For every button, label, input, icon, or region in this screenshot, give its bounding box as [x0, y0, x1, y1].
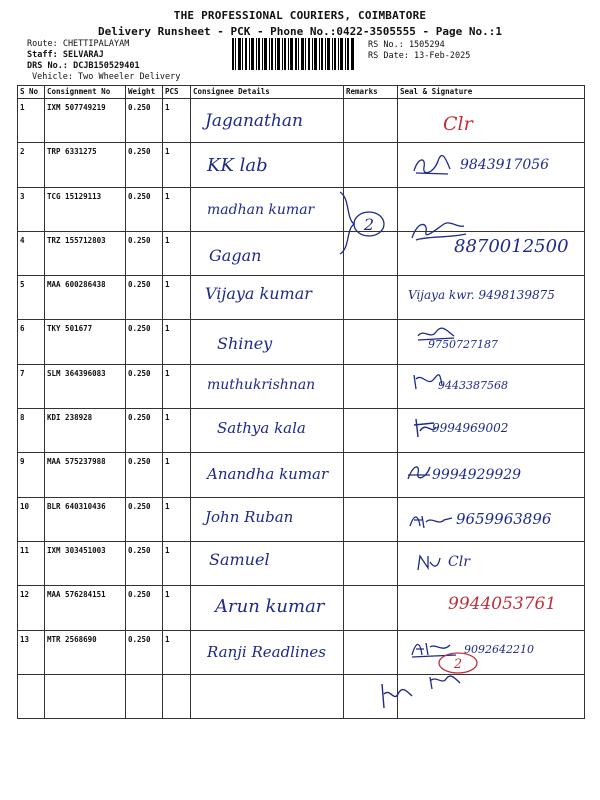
cell-signature [398, 541, 585, 585]
col-consignee: Consignee Details [191, 86, 344, 99]
cell-sno: 13 [18, 630, 45, 674]
signature-handwriting: 9443387568 [438, 378, 508, 392]
cell-sno: 4 [18, 231, 45, 275]
runsheet-table [17, 85, 585, 719]
bracket-annotation [336, 188, 396, 258]
cell-consignment: TKY 501677 [45, 320, 126, 364]
cell-sno: 9 [18, 453, 45, 497]
bottom-circle-annotation [436, 650, 480, 676]
cell-consignment: MAA 576284151 [45, 586, 126, 630]
cell-pcs: 1 [163, 541, 191, 585]
cell-remarks [344, 497, 398, 541]
cell-pcs: 1 [163, 630, 191, 674]
cell-remarks [344, 453, 398, 497]
consignee-handwriting: Ranji Readlines [207, 642, 327, 661]
cell-consignment: BLR 640310436 [45, 497, 126, 541]
cell-weight: 0.250 [126, 586, 163, 630]
route-text: Route: CHETTIPALAYAM [27, 39, 130, 49]
cell-sno: 12 [18, 586, 45, 630]
cell-consignee [191, 453, 344, 497]
cell-weight: 0.250 [126, 320, 163, 364]
table-row [18, 320, 585, 364]
cell-signature [398, 453, 585, 497]
col-signature: Seal & Signature [398, 86, 585, 99]
cell-consignee [191, 674, 344, 718]
signature-handwriting: Clr [448, 553, 470, 570]
cell-weight: 0.250 [126, 143, 163, 187]
signature-handwriting: 9092642210 [464, 642, 534, 656]
table-row [18, 453, 585, 497]
cell-sno: 8 [18, 409, 45, 453]
cell-signature [398, 586, 585, 630]
cell-consignment: KDI 238928 [45, 409, 126, 453]
cell-consignee [191, 586, 344, 630]
consignee-handwriting: Arun kumar [215, 596, 325, 618]
page-subtitle: Delivery Runsheet - PCK - Phone No.:0422-3505555 - Page No.:1 [98, 25, 502, 38]
cell-consignment: IXM 507749219 [45, 99, 126, 143]
consignee-handwriting: John Ruban [205, 507, 294, 526]
signature-handwriting: 9944053761 [448, 594, 557, 615]
table-row [18, 99, 585, 143]
consignee-handwriting: muthukrishnan [207, 376, 316, 393]
cell-pcs: 1 [163, 364, 191, 408]
cell-consignee [191, 276, 344, 320]
cell-signature [398, 99, 585, 143]
cell-pcs: 1 [163, 453, 191, 497]
cell-pcs: 1 [163, 231, 191, 275]
col-sno: S No [18, 86, 45, 99]
cell-remarks [344, 99, 398, 143]
consignee-handwriting: Samuel [209, 549, 270, 569]
cell-consignment: MAA 600286438 [45, 276, 126, 320]
cell-remarks [344, 364, 398, 408]
consignee-handwriting: Gagan [209, 245, 262, 265]
cell-sno: 5 [18, 276, 45, 320]
cell-pcs: 1 [163, 586, 191, 630]
vehicle-text: Vehicle: Two Wheeler Delivery [32, 72, 181, 82]
consignee-handwriting: madhan kumar [207, 201, 315, 218]
cell-remarks [344, 320, 398, 364]
consignee-handwriting: Sathya kala [217, 419, 306, 438]
barcode [232, 38, 354, 70]
cell-weight: 0.250 [126, 453, 163, 497]
cell-pcs: 1 [163, 143, 191, 187]
cell-sno: 1 [18, 99, 45, 143]
cell-remarks [344, 586, 398, 630]
consignee-handwriting: Jaganathan [205, 111, 303, 131]
cell-consignment [45, 674, 126, 718]
cell-remarks [344, 409, 398, 453]
rs-number: RS No.: 1505294 [368, 40, 445, 50]
signature-handwriting: 9994969002 [432, 421, 509, 436]
col-weight: Weight [126, 86, 163, 99]
cell-consignment: TRZ 155712803 [45, 231, 126, 275]
signature-handwriting: 8870012500 [454, 235, 569, 257]
cell-sno: 11 [18, 541, 45, 585]
signature-scribble [416, 552, 442, 572]
cell-remarks [344, 276, 398, 320]
table-row [18, 187, 585, 231]
cell-weight: 0.250 [126, 497, 163, 541]
cell-signature [398, 364, 585, 408]
cell-signature [398, 276, 585, 320]
cell-consignee [191, 320, 344, 364]
col-pcs: PCS [163, 86, 191, 99]
col-consignment: Consignment No [45, 86, 126, 99]
cell-signature [398, 320, 585, 364]
cell-sno [18, 674, 45, 718]
cell-consignee [191, 541, 344, 585]
cell-consignment: MTR 2568690 [45, 630, 126, 674]
signature-handwriting: 9659963896 [456, 509, 552, 528]
signature-handwriting: Vijaya kwr. 9498139875 [408, 288, 555, 303]
cell-signature [398, 630, 585, 674]
table-row [18, 276, 585, 320]
cell-consignee [191, 409, 344, 453]
signature-handwriting: Clr [443, 113, 473, 135]
signature-scribble [412, 153, 452, 177]
cell-weight: 0.250 [126, 231, 163, 275]
col-remarks: Remarks [344, 86, 398, 99]
cell-pcs: 1 [163, 276, 191, 320]
table-row [18, 231, 585, 275]
cell-remarks [344, 143, 398, 187]
cell-weight: 0.250 [126, 409, 163, 453]
cell-weight: 0.250 [126, 364, 163, 408]
consignee-handwriting: Vijaya kumar [205, 284, 312, 304]
staff-value: SELVARAJ [62, 50, 104, 60]
final-signature-scribble [376, 680, 416, 710]
table-row [18, 630, 585, 674]
cell-weight: 0.250 [126, 541, 163, 585]
cell-consignment: TRP 6331275 [45, 143, 126, 187]
drs-text [27, 61, 140, 71]
cell-weight: 0.250 [126, 187, 163, 231]
cell-weight: 0.250 [126, 630, 163, 674]
cell-consignee [191, 187, 344, 231]
signature-scribble [408, 512, 454, 530]
cell-consignee [191, 99, 344, 143]
table-row [18, 409, 585, 453]
cell-weight [126, 674, 163, 718]
cell-consignee [191, 497, 344, 541]
table-row [18, 143, 585, 187]
cell-signature [398, 409, 585, 453]
cell-remarks [344, 630, 398, 674]
cell-sno: 2 [18, 143, 45, 187]
table-row [18, 497, 585, 541]
drs-value: DCJB150529401 [73, 61, 140, 71]
cell-consignment: MAA 575237988 [45, 453, 126, 497]
bottom-circle-count: 2 [453, 657, 463, 672]
consignee-handwriting: Anandha kumar [207, 465, 329, 484]
table-row [18, 586, 585, 630]
table-header-row [18, 86, 585, 99]
cell-consignment: TCG 15129113 [45, 187, 126, 231]
cell-weight: 0.250 [126, 276, 163, 320]
cell-consignment: IXM 303451003 [45, 541, 126, 585]
cell-sno: 7 [18, 364, 45, 408]
consignee-handwriting: KK lab [207, 155, 268, 177]
signature-scribble [406, 461, 432, 483]
rs-date: RS Date: 13-Feb-2025 [368, 51, 471, 61]
cell-signature [398, 497, 585, 541]
cell-pcs: 1 [163, 99, 191, 143]
cell-signature [398, 231, 585, 275]
cell-sno: 6 [18, 320, 45, 364]
table-row [18, 674, 585, 718]
signature-handwriting: 9750727187 [428, 338, 498, 352]
table-row [18, 541, 585, 585]
table-row [18, 364, 585, 408]
cell-pcs: 1 [163, 320, 191, 364]
cell-consignee [191, 143, 344, 187]
cell-signature [398, 143, 585, 187]
drs-label: DRS No.: [27, 61, 68, 71]
staff-text [27, 50, 104, 60]
signature-handwriting: 9843917056 [460, 157, 550, 174]
cell-pcs: 1 [163, 187, 191, 231]
cell-weight: 0.250 [126, 99, 163, 143]
consignee-handwriting: Shiney [217, 334, 273, 354]
cell-consignee [191, 630, 344, 674]
cell-signature [398, 674, 585, 718]
cell-consignee [191, 364, 344, 408]
page-title: THE PROFESSIONAL COURIERS, COIMBATORE [173, 9, 427, 22]
cell-remarks [344, 541, 398, 585]
cell-sno: 10 [18, 497, 45, 541]
cell-pcs: 1 [163, 497, 191, 541]
cell-consignment: SLM 364396083 [45, 364, 126, 408]
cell-sno: 3 [18, 187, 45, 231]
cell-consignee [191, 231, 344, 275]
signature-handwriting: 9994929929 [432, 467, 522, 484]
cell-pcs [163, 674, 191, 718]
staff-label: Staff: [27, 50, 58, 60]
cell-pcs: 1 [163, 409, 191, 453]
bracket-count: 2 [363, 215, 375, 234]
